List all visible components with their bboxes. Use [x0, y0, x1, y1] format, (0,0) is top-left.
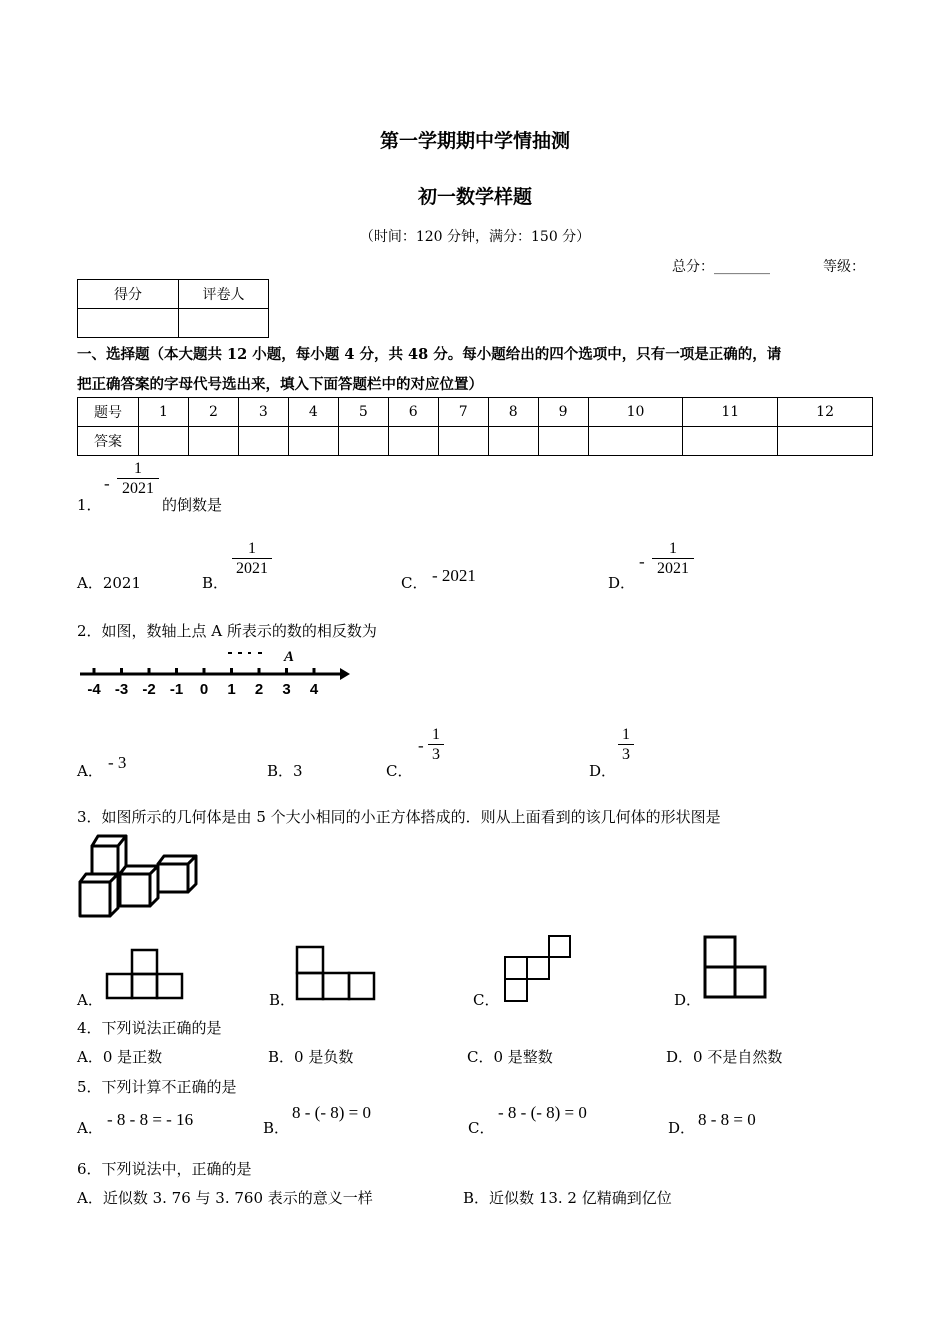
score-header: 得分 [78, 280, 179, 309]
q6-text: 6．下列说法中，正确的是 [77, 1160, 252, 1178]
answer-table-question-number: 7 [438, 398, 488, 427]
answer-table-answer-cell[interactable] [588, 427, 683, 456]
q4-text: 4．下列说法正确的是 [77, 1019, 222, 1037]
q2-option-c-label: C． [386, 762, 413, 780]
q1-d-num: 1 [669, 540, 677, 557]
q2-option-c-fraction [428, 726, 444, 765]
q2-option-d-fraction [618, 726, 634, 765]
answer-table-question-number: 2 [188, 398, 238, 427]
number-line-tick-label: -2 [142, 681, 156, 698]
q1-b-num: 1 [248, 540, 256, 557]
q3-option-c-figure [504, 935, 572, 1003]
total-score-label: 总分：________ [672, 259, 770, 275]
q1-option-b-label: B． [202, 574, 229, 592]
q2-option-a-label: A． [77, 762, 103, 780]
answer-table-question-number: 3 [238, 398, 288, 427]
q2-option-d-label: D． [589, 762, 617, 780]
q2-d-den: 3 [622, 746, 630, 763]
q4-option-b: B．0 是负数 [268, 1048, 354, 1066]
answer-table-answer-cell[interactable] [538, 427, 588, 456]
grader-header: 评卷人 [179, 280, 269, 309]
score-cell[interactable] [78, 309, 179, 338]
answer-table-question-number: 12 [778, 398, 873, 427]
answer-table-answer-cell[interactable] [238, 427, 288, 456]
answer-table-question-number: 1 [139, 398, 189, 427]
answer-table-question-number: 8 [488, 398, 538, 427]
q2-d-num: 1 [622, 726, 630, 743]
number-line-tick-label: 4 [309, 681, 319, 698]
answer-table-answer-cell[interactable] [778, 427, 873, 456]
q3-option-c-label: C． [473, 991, 500, 1009]
answer-table-question-number: 4 [288, 398, 338, 427]
number-line-point-label: A [284, 649, 295, 665]
number-line-tick-label: -3 [114, 681, 129, 698]
q6-option-b: B．近似数 13. 2 亿精确到亿位 [463, 1189, 672, 1207]
q3-text: 3．如图所示的几何体是由 5 个大小相同的小正方体搭成的．则从上面看到的该几何体的形状图是 [77, 808, 721, 826]
q4-option-d: D．0 不是自然数 [666, 1048, 783, 1066]
q3-option-a-label: A． [77, 991, 103, 1009]
answer-table-answer-cell[interactable] [388, 427, 438, 456]
answer-table-question-number: 9 [538, 398, 588, 427]
q2-c-num: 1 [432, 726, 440, 743]
score-box [77, 279, 269, 338]
q1-option-d-minus: - [639, 552, 645, 571]
q1-option-d-fraction [652, 540, 694, 579]
answer-table-question-number: 5 [338, 398, 388, 427]
answer-table-answer-cell[interactable] [188, 427, 238, 456]
q2-c-den: 3 [432, 746, 440, 763]
q5-option-a-label: A． [77, 1119, 103, 1137]
grade-label: 等级： [823, 259, 865, 275]
q3-option-b-figure [296, 946, 376, 1001]
q2-option-c-minus: - [418, 736, 424, 755]
q3-option-a-figure [106, 949, 184, 1001]
answer-table-answer-cell[interactable] [488, 427, 538, 456]
q3-option-b-label: B． [269, 991, 296, 1009]
q1-b-den: 2021 [236, 560, 268, 577]
q1-option-c-value: - 2021 [432, 566, 476, 585]
q5-option-b-expr: 8 - (- 8) = 0 [292, 1103, 371, 1122]
answer-table-answer-cell[interactable] [683, 427, 778, 456]
q5-option-a-expr: - 8 - 8 = - 16 [107, 1110, 194, 1129]
q5-text: 5．下列计算不正确的是 [77, 1078, 237, 1096]
answer-table [77, 397, 873, 456]
q2-text: 2．如图，数轴上点 A 所表示的数的相反数为 [77, 622, 377, 640]
number-line-tick-label: -4 [87, 681, 101, 698]
number-line-tick-label: 0 [199, 681, 209, 698]
q5-option-c-label: C． [468, 1119, 495, 1137]
q3-option-d-label: D． [674, 991, 702, 1009]
number-line-tick-label: -1 [169, 681, 184, 698]
answer-table-question-number: 6 [388, 398, 438, 427]
section1-heading-line1: 一、选择题（本大题共 12 小题，每小题 4 分，共 48 分。每小题给出的四个选项中，只有一项是正确的，请 [77, 346, 782, 363]
q4-option-c: C．0 是整数 [467, 1048, 553, 1066]
number-line-tick-label: 2 [254, 681, 264, 698]
q5-option-d-label: D． [668, 1119, 696, 1137]
answer-table-question-number: 11 [683, 398, 778, 427]
q5-option-b-label: B． [263, 1119, 290, 1137]
number-line-figure [78, 645, 350, 701]
q1-option-a: A．2021 [77, 574, 142, 592]
q5-option-c-expr: - 8 - (- 8) = 0 [498, 1103, 587, 1122]
answer-table-question-number: 10 [588, 398, 683, 427]
answer-table-answer-cell[interactable] [338, 427, 388, 456]
cube-solid-figure [78, 830, 200, 918]
q3-option-d-figure [703, 935, 767, 999]
q1-d-den: 2021 [657, 560, 689, 577]
number-line-tick-label: 1 [227, 681, 236, 698]
q6-option-a: A．近似数 3. 76 与 3. 760 表示的意义一样 [77, 1189, 373, 1207]
answer-table-row-label: 题号 [78, 398, 139, 427]
q1-frac-num: 1 [134, 460, 142, 477]
q1-option-b-fraction [232, 540, 272, 579]
time-note: （时间：120 分钟，满分：150 分） [359, 229, 591, 245]
answer-table-row-label: 答案 [78, 427, 139, 456]
grader-cell[interactable] [179, 309, 269, 338]
number-line-tick-label: 3 [282, 681, 291, 698]
answer-table-answer-cell[interactable] [288, 427, 338, 456]
q2-option-a-value: - 3 [108, 753, 127, 772]
q1-frac-den: 2021 [122, 480, 154, 497]
q4-option-a: A．0 是正数 [77, 1048, 163, 1066]
q1-fraction [117, 460, 159, 499]
q1-option-c-label: C． [401, 574, 428, 592]
q1-number: 1． [77, 496, 102, 514]
section1-heading-line2: 把正确答案的字母代号选出来，填入下面答题栏中的对应位置） [77, 376, 483, 393]
q1-minus: - [104, 474, 110, 493]
answer-table-answer-cell[interactable] [438, 427, 488, 456]
q1-option-d-label: D． [608, 574, 636, 592]
answer-table-answer-cell[interactable] [139, 427, 189, 456]
page-title: 第一学期期中学情抽测 [379, 130, 570, 152]
q5-option-d-expr: 8 - 8 = 0 [698, 1110, 756, 1129]
q2-option-b: B．3 [267, 762, 303, 780]
q1-text: 的倒数是 [162, 496, 223, 514]
page-subtitle: 初一数学样题 [417, 186, 532, 208]
